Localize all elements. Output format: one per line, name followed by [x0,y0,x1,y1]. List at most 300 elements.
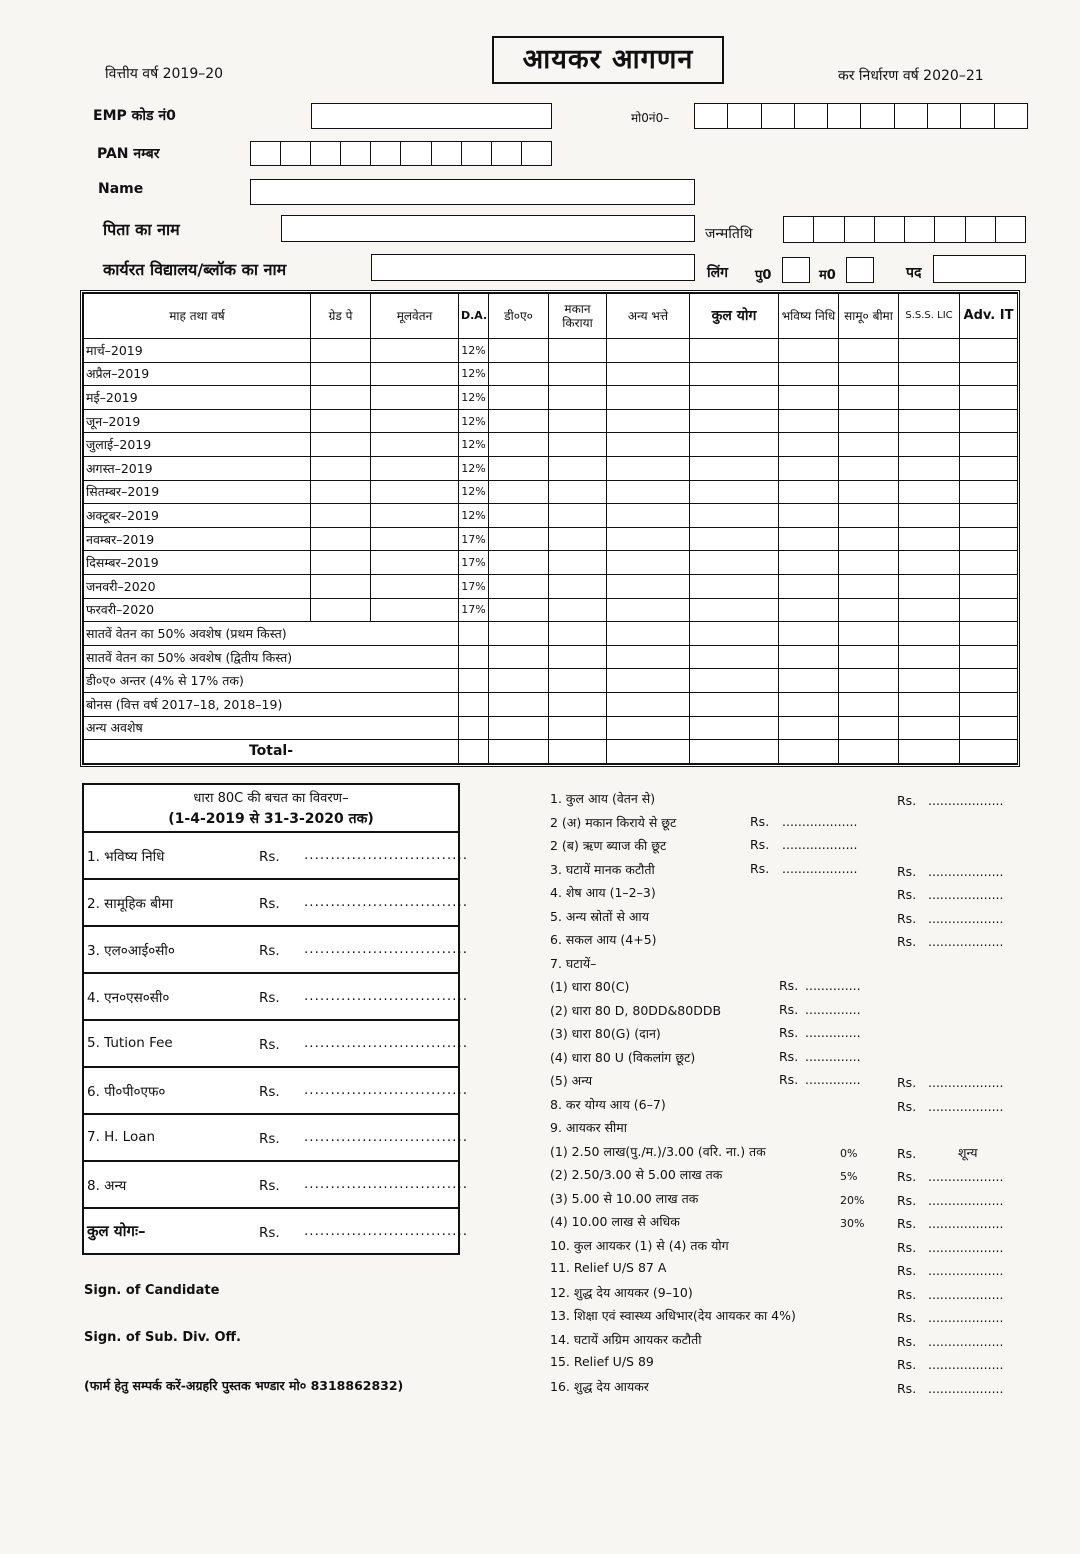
month-label: जुलाई–2019 [84,433,311,457]
table-cell[interactable] [549,362,607,386]
section-80c-row [84,1021,469,1068]
table-cell[interactable] [690,622,779,646]
da-rate: 12% [459,339,489,363]
table-cell[interactable] [549,527,607,551]
table-cell[interactable] [779,409,839,433]
table-cell[interactable] [960,716,1018,740]
section-80c-item: 5. Tution Fee [87,1035,173,1051]
table-cell[interactable] [371,409,459,433]
table-cell[interactable] [371,433,459,457]
da-rate: 17% [459,574,489,598]
amount-field[interactable]: ............................... [304,1223,469,1239]
table-cell[interactable] [549,716,607,740]
table-cell[interactable] [311,504,371,528]
table-cell[interactable] [549,692,607,716]
table-cell[interactable] [690,692,779,716]
table-cell[interactable] [690,362,779,386]
female-checkbox[interactable] [846,257,874,283]
table-cell[interactable] [899,339,960,363]
da-rate: 17% [459,551,489,575]
amount-field[interactable]: ............................... [304,941,469,957]
emp-code-field[interactable] [311,103,552,129]
table-cell[interactable] [839,551,899,575]
table-cell[interactable] [311,362,371,386]
table-cell[interactable] [489,574,549,598]
table-cell[interactable] [489,433,549,457]
amount-field[interactable]: ................... [782,861,858,876]
col-month: माह तथा वर्ष [84,294,311,339]
table-cell[interactable] [690,456,779,480]
table-cell[interactable] [607,386,690,410]
table-cell[interactable] [779,386,839,410]
table-cell[interactable] [779,574,839,598]
month-label: मार्च–2019 [84,339,311,363]
table-row [84,716,1018,740]
table-cell[interactable] [899,480,960,504]
col-basic: मूलवेतन [371,294,459,339]
amount-field[interactable]: ................... [928,1193,1004,1208]
table-cell[interactable] [489,386,549,410]
table-cell[interactable] [311,409,371,433]
table-cell[interactable] [839,362,899,386]
table-cell[interactable] [311,551,371,575]
section-80c-period: (1-4-2019 से 31-3-2020 तक) [168,811,374,827]
col-total: कुल योग [690,294,779,339]
table-cell[interactable] [899,622,960,646]
amount-field[interactable]: ................... [782,837,858,852]
table-cell[interactable] [779,362,839,386]
table-row [84,551,1018,575]
amount-field[interactable]: .............. [805,1025,861,1040]
table-cell[interactable] [899,669,960,693]
tax-rate: 20% [840,1194,865,1207]
table-cell[interactable] [899,645,960,669]
table-cell[interactable] [960,456,1018,480]
table-cell[interactable] [690,433,779,457]
table-cell[interactable] [779,504,839,528]
section-80c-row [84,1209,469,1256]
emp-code-label: EMP कोड नं0 [93,108,176,124]
contact-note: (फार्म हेतु सम्पर्क करें-अग्रहरि पुस्तक भण्डार मो० 8318862832) [84,1378,404,1393]
tax-rate: 5% [840,1170,858,1183]
father-name-label: पिता का नाम [103,220,180,239]
calc-item: 5. अन्य स्रोतों से आय [550,909,649,924]
table-cell[interactable] [607,692,690,716]
section-80c-item: 8. अन्य [87,1178,127,1194]
amount-field[interactable]: .............. [805,1072,861,1087]
table-cell[interactable] [839,527,899,551]
table-cell[interactable] [489,716,549,740]
table-cell[interactable] [960,386,1018,410]
post-label: पद [906,265,922,281]
table-cell[interactable] [899,527,960,551]
table-cell[interactable] [960,669,1018,693]
table-cell[interactable] [839,574,899,598]
school-field[interactable] [371,254,695,281]
month-label: जनवरी–2020 [84,574,311,598]
table-cell[interactable] [960,574,1018,598]
pan-label: PAN नम्बर [97,146,160,162]
table-cell[interactable] [489,598,549,622]
table-cell[interactable] [690,716,779,740]
rs-label: Rs. [259,849,280,865]
rs-label: Rs. [897,1381,917,1396]
table-cell[interactable] [960,622,1018,646]
mobile-field[interactable] [694,103,1028,129]
table-cell[interactable] [549,456,607,480]
section-80c-row [84,1162,469,1209]
table-cell[interactable] [960,692,1018,716]
table-cell[interactable] [489,527,549,551]
table-cell[interactable] [607,527,690,551]
amount-field[interactable]: ................... [928,934,1004,949]
amount-field[interactable]: .............. [805,978,861,993]
table-cell[interactable] [690,598,779,622]
table-cell[interactable] [899,409,960,433]
amount-field[interactable]: ............................... [304,1082,469,1098]
table-cell[interactable] [960,362,1018,386]
amount-field[interactable]: ................... [928,1334,1004,1349]
da-rate: 12% [459,386,489,410]
table-cell[interactable] [489,480,549,504]
amount-field[interactable]: .............. [805,1002,861,1017]
table-cell[interactable] [489,622,549,646]
table-cell[interactable] [839,598,899,622]
table-cell[interactable] [690,527,779,551]
amount-field[interactable]: ............................... [304,847,469,863]
table-cell[interactable] [960,480,1018,504]
table-cell[interactable] [549,504,607,528]
table-cell[interactable] [779,480,839,504]
table-cell[interactable] [960,598,1018,622]
calc-item: (2) 2.50/3.00 से 5.00 लाख तक [550,1167,723,1182]
total-cell[interactable] [779,740,839,764]
table-cell[interactable] [371,386,459,410]
table-cell[interactable] [549,480,607,504]
section-80c-row [84,833,469,880]
amount-field[interactable]: ................... [928,1263,1004,1278]
table-row [84,622,1018,646]
calc-item: 6. सकल आय (4+5) [550,932,657,947]
table-cell[interactable] [690,551,779,575]
amount-field[interactable]: ................... [782,814,858,829]
table-cell[interactable] [311,386,371,410]
table-cell[interactable] [489,692,549,716]
calc-item: (1) धारा 80(C) [550,979,630,994]
table-cell[interactable] [899,362,960,386]
table-cell[interactable] [549,386,607,410]
section-80c-row [84,880,469,927]
table-cell[interactable] [960,433,1018,457]
table-cell[interactable] [690,480,779,504]
section-80c-box [82,783,469,1255]
rs-label: Rs. [259,1225,280,1241]
section-80c-item: 7. H. Loan [87,1129,156,1145]
table-cell[interactable] [690,669,779,693]
calc-item: 14. घटायें अग्रिम आयकर कटौती [550,1332,702,1347]
da-rate: 12% [459,409,489,433]
table-cell[interactable] [839,433,899,457]
rs-label: Rs. [897,1334,917,1349]
table-cell[interactable] [960,645,1018,669]
arrear-label: बोनस (वित्त वर्ष 2017–18, 2018–19) [84,692,459,716]
table-cell[interactable] [607,409,690,433]
table-cell[interactable] [607,598,690,622]
table-cell[interactable] [489,339,549,363]
table-cell[interactable] [690,574,779,598]
calc-item: 15. Relief U/S 89 [550,1354,654,1369]
table-cell[interactable] [549,645,607,669]
total-cell[interactable] [489,740,549,764]
table-cell[interactable] [371,362,459,386]
dob-field[interactable] [783,216,1026,243]
calc-item: 16. शुद्ध देय आयकर [550,1379,649,1394]
rs-label: Rs. [779,1002,799,1017]
total-cell[interactable] [839,740,899,764]
total-cell[interactable] [549,740,607,764]
table-cell[interactable] [489,669,549,693]
rs-label: Rs. [897,1216,917,1231]
amount-field[interactable]: ................... [928,1099,1004,1114]
table-cell[interactable] [839,669,899,693]
table-cell[interactable] [549,598,607,622]
table-cell[interactable] [311,456,371,480]
table-cell[interactable] [607,433,690,457]
table-cell[interactable] [311,433,371,457]
table-cell[interactable] [899,386,960,410]
table-cell[interactable] [607,669,690,693]
amount-field[interactable]: ................... [928,1357,1004,1372]
table-cell[interactable] [607,622,690,646]
rs-label: Rs. [259,943,280,959]
male-checkbox[interactable] [782,257,810,283]
table-cell[interactable] [899,456,960,480]
table-cell[interactable] [779,339,839,363]
amount-field[interactable]: ............................... [304,1129,469,1145]
total-cell[interactable] [960,740,1018,764]
table-cell[interactable] [899,716,960,740]
table-cell[interactable] [839,692,899,716]
table-cell[interactable] [607,716,690,740]
amount-field[interactable]: ................... [928,1287,1004,1302]
table-cell[interactable] [960,551,1018,575]
table-cell[interactable] [690,409,779,433]
table-cell[interactable] [459,716,489,740]
table-cell[interactable] [899,574,960,598]
total-label: Total- [84,740,459,764]
pan-field[interactable] [250,141,552,166]
rs-label: Rs. [750,814,770,829]
table-cell[interactable] [690,339,779,363]
table-cell[interactable] [459,645,489,669]
rs-label: Rs. [897,1357,917,1372]
table-cell[interactable] [779,716,839,740]
amount-field[interactable]: .............. [805,1049,861,1064]
amount-field[interactable]: ................... [928,1169,1004,1184]
table-cell[interactable] [371,598,459,622]
calc-item: (2) धारा 80 D, 80DD&80DDB [550,1003,722,1018]
table-cell[interactable] [779,692,839,716]
post-field[interactable] [933,255,1026,283]
table-cell[interactable] [960,339,1018,363]
amount-field[interactable]: ............................... [304,988,469,1004]
table-cell[interactable] [779,645,839,669]
table-cell[interactable] [489,551,549,575]
amount-field[interactable]: ................... [928,911,1004,926]
table-cell[interactable] [839,386,899,410]
col-gis: सामू० बीमा [839,294,899,339]
table-cell[interactable] [489,645,549,669]
table-cell[interactable] [549,339,607,363]
rs-label: Rs. [897,1240,917,1255]
table-cell[interactable] [690,504,779,528]
table-cell[interactable] [607,362,690,386]
table-cell[interactable] [459,622,489,646]
section-80c-item: 1. भविष्य निधि [87,849,165,865]
table-row [84,692,1018,716]
table-cell[interactable] [779,669,839,693]
rs-label: Rs. [897,1169,917,1184]
amount-field[interactable]: ................... [928,1310,1004,1325]
table-cell[interactable] [899,692,960,716]
name-field[interactable] [250,179,695,205]
rs-label: Rs. [897,934,917,949]
table-cell[interactable] [690,645,779,669]
table-cell[interactable] [899,433,960,457]
amount-field[interactable]: ............................... [304,1176,469,1192]
table-cell[interactable] [839,456,899,480]
financial-year: वित्तीय वर्ष 2019–20 [105,66,224,82]
amount-field[interactable]: ................... [928,1216,1004,1231]
amount-field[interactable]: ................... [928,887,1004,902]
table-cell[interactable] [839,409,899,433]
rs-label: Rs. [897,1193,917,1208]
table-cell[interactable] [607,480,690,504]
calc-item: 2 (ब) ऋण ब्याज की छूट [550,838,667,853]
father-name-field[interactable] [281,215,695,242]
calc-item: (1) 2.50 लाख(पु./म.)/3.00 (वरि. ना.) तक [550,1144,766,1159]
table-cell[interactable] [371,456,459,480]
table-cell[interactable] [779,598,839,622]
section-80c-item: 6. पी०पी०एफ० [87,1084,166,1100]
table-cell[interactable] [489,409,549,433]
table-cell[interactable] [607,551,690,575]
table-row [84,480,1018,504]
table-cell[interactable] [459,669,489,693]
table-cell[interactable] [311,339,371,363]
amount-field[interactable]: ............................... [304,894,469,910]
table-cell[interactable] [607,504,690,528]
table-cell[interactable] [607,339,690,363]
amount-field[interactable]: ................... [928,793,1004,808]
col-hra: मकान किराया [549,294,607,339]
table-cell[interactable] [779,433,839,457]
table-cell[interactable] [960,409,1018,433]
total-cell[interactable] [690,740,779,764]
table-row [84,362,1018,386]
table-cell[interactable] [839,339,899,363]
table-cell[interactable] [371,480,459,504]
table-cell[interactable] [839,645,899,669]
table-cell[interactable] [371,551,459,575]
table-cell[interactable] [371,574,459,598]
table-cell[interactable] [549,622,607,646]
table-cell[interactable] [779,551,839,575]
month-label: अप्रैल–2019 [84,362,311,386]
amount-field[interactable]: ................... [928,864,1004,879]
calc-item: 12. शुद्ध देय आयकर (9–10) [550,1285,693,1300]
table-cell[interactable] [371,527,459,551]
total-cell[interactable] [607,740,690,764]
table-cell[interactable] [779,527,839,551]
table-cell[interactable] [690,386,779,410]
table-cell[interactable] [549,433,607,457]
amount-field[interactable]: ................... [928,1075,1004,1090]
table-cell[interactable] [607,645,690,669]
calc-item: 13. शिक्षा एवं स्वास्थ्य अधिभार(देय आयकर का 4%) [550,1308,796,1323]
amount-field[interactable]: ................... [928,1240,1004,1255]
rs-label: Rs. [750,837,770,852]
table-cell[interactable] [839,716,899,740]
table-cell[interactable] [549,551,607,575]
table-cell[interactable] [489,456,549,480]
table-cell[interactable] [459,692,489,716]
table-cell[interactable] [779,622,839,646]
da-rate: 12% [459,362,489,386]
table-cell[interactable] [839,622,899,646]
table-cell[interactable] [607,574,690,598]
nil-value: शून्य [958,1145,978,1160]
sign-candidate: Sign. of Candidate [84,1283,220,1298]
section-80c-item: 2. सामूहिक बीमा [87,896,173,912]
table-cell[interactable] [960,527,1018,551]
table-cell[interactable] [899,504,960,528]
amount-field[interactable]: ............................... [304,1035,469,1051]
table-cell[interactable] [607,456,690,480]
table-cell[interactable] [489,362,549,386]
table-cell[interactable] [960,504,1018,528]
total-cell[interactable] [459,740,489,764]
table-cell[interactable] [899,551,960,575]
table-cell[interactable] [899,598,960,622]
table-cell[interactable] [311,527,371,551]
col-da-rate: D.A. [459,294,489,339]
section-80c-title: धारा 80C की बचत का विवरण– [193,791,349,806]
male-label: पु0 [755,268,772,283]
total-cell[interactable] [899,740,960,764]
table-cell[interactable] [371,504,459,528]
table-cell[interactable] [549,574,607,598]
table-cell[interactable] [779,456,839,480]
rs-label: Rs. [897,1263,917,1278]
table-cell[interactable] [311,480,371,504]
table-cell[interactable] [311,574,371,598]
table-cell[interactable] [311,598,371,622]
month-label: अगस्त–2019 [84,456,311,480]
calc-item: 1. कुल आय (वेतन से) [550,791,656,806]
table-cell[interactable] [549,409,607,433]
calc-item: 9. आयकर सीमा [550,1120,628,1135]
table-cell[interactable] [489,504,549,528]
table-row [84,433,1018,457]
amount-field[interactable]: ................... [928,1381,1004,1396]
section-80c-item: 4. एन०एस०सी० [87,990,170,1006]
table-cell[interactable] [549,669,607,693]
rs-label: Rs. [259,1037,280,1053]
table-cell[interactable] [371,339,459,363]
table-cell[interactable] [839,480,899,504]
table-cell[interactable] [839,504,899,528]
